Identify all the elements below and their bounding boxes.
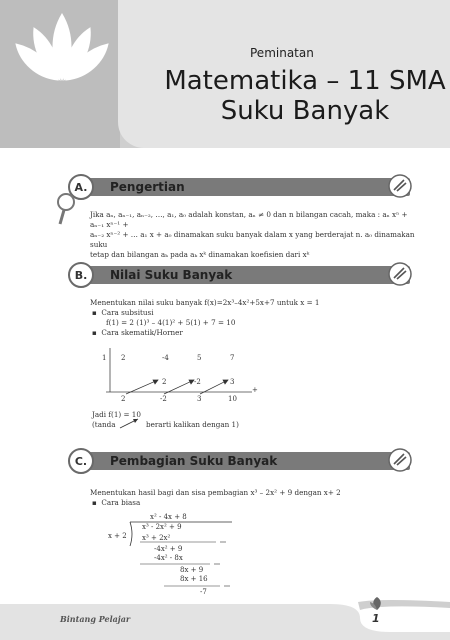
division-step-2: -4x² + 9 bbox=[154, 545, 183, 553]
pengertian-line-1: Jika aₙ, aₙ₋₁, aₙ₋₂, …, a₁, a₀ adalah konstan, aₙ ≠ 0 dan n bilangan cacah, maka : aₙ xⁿ + aₙ₋₁ xⁿ⁻¹ + bbox=[90, 210, 408, 229]
footer-publisher: Bintang Pelajar bbox=[60, 614, 131, 624]
section-b-tools-icon bbox=[388, 262, 412, 286]
nilai-legend-end: berarti kalikan dengan 1) bbox=[146, 420, 239, 429]
nilai-intro: Menentukan nilai suku banyak f(x)=2x³–4x²+5x+7 untuk x = 1 bbox=[90, 298, 320, 307]
nilai-calc: f(1) = 2 (1)³ – 4(1)² + 5(1) + 7 = 10 bbox=[106, 318, 236, 327]
horner-r3-c3: 3 bbox=[197, 395, 202, 403]
pengertian-line-3: tetap dan bilangan aₖ pada aₖ xᵏ dinamakan koefisien dari xᵏ bbox=[90, 250, 310, 259]
division-step-4: 8x + 9 bbox=[180, 566, 204, 574]
pengertian-line-2: aₙ₋₂ xⁿ⁻² + … a₁ x + a₀ dinamakan suku banyak dalam x yang berderajat n. a₀ dinamakan suku bbox=[90, 230, 415, 249]
horner-r1-c2: -4 bbox=[162, 354, 169, 362]
horner-r1-c3: 5 bbox=[197, 354, 202, 362]
section-c-title: Pembagian Suku Banyak bbox=[110, 454, 278, 468]
horner-lines bbox=[96, 346, 256, 406]
division-dividend: x³ - 2x² + 9 bbox=[142, 523, 182, 531]
section-a-title: Pengertian bbox=[110, 180, 185, 194]
section-b-badge: B. bbox=[68, 262, 94, 288]
horner-r2-c4: 3 bbox=[230, 378, 235, 386]
footer-leaf-icon bbox=[370, 596, 384, 612]
nilai-bullet-2 bbox=[92, 328, 183, 338]
section-c-tools-icon bbox=[388, 448, 412, 472]
pembagian-bullet-1-text: Cara biasa bbox=[101, 498, 141, 507]
division-divisor: x + 2 bbox=[108, 532, 127, 540]
division-step-5: 8x + 16 bbox=[180, 575, 208, 583]
bullet-icon: ▪ bbox=[92, 329, 97, 337]
division-step-1: x³ + 2x² bbox=[142, 534, 171, 542]
nilai-result: Jadi f(1) = 10 bbox=[92, 410, 141, 419]
horner-plus: + bbox=[252, 386, 258, 394]
section-a-badge: A. bbox=[68, 174, 94, 200]
horner-r1-c4: 7 bbox=[230, 354, 235, 362]
section-a-tools-icon bbox=[388, 174, 412, 198]
section-b-title: Nilai Suku Banyak bbox=[110, 268, 233, 282]
bullet-icon: ▪ bbox=[92, 499, 97, 507]
page-title bbox=[160, 66, 450, 126]
arrow-icon bbox=[118, 416, 142, 430]
pengertian-text bbox=[90, 210, 420, 260]
pembagian-bullet-1 bbox=[92, 498, 140, 508]
nilai-bullet-2-text: Cara skematik/Horner bbox=[101, 328, 183, 337]
section-c-badge: C. bbox=[68, 448, 94, 474]
header-subtitle: Peminatan bbox=[250, 46, 314, 60]
magnifier-icon bbox=[52, 192, 82, 228]
division-step-3: -4x² - 8x bbox=[154, 554, 183, 562]
horner-r3-c2: -2 bbox=[160, 395, 167, 403]
lotus-logo-icon bbox=[12, 8, 112, 86]
pembagian-intro: Menentukan hasil bagi dan sisa pembagian x³ – 2x² + 9 dengan x+ 2 bbox=[90, 488, 341, 497]
division-remainder: -7 bbox=[200, 588, 207, 596]
horner-r2-c2: 2 bbox=[162, 378, 167, 386]
nilai-legend-start: (tanda bbox=[92, 420, 116, 429]
horner-r3-c4: 10 bbox=[228, 395, 237, 403]
nilai-bullet-1-text: Cara subsitusi bbox=[101, 308, 154, 317]
page-number: 1 bbox=[372, 612, 380, 625]
horner-root: 1 bbox=[102, 354, 107, 362]
title-line-1: Matematika – 11 SMA bbox=[164, 66, 446, 96]
horner-r2-c3: -2 bbox=[194, 378, 201, 386]
bullet-icon: ▪ bbox=[92, 309, 97, 317]
division-quotient: x² - 4x + 8 bbox=[150, 513, 187, 521]
horner-r1-c1: 2 bbox=[121, 354, 126, 362]
horner-r3-c1: 2 bbox=[121, 395, 126, 403]
nilai-bullet-1 bbox=[92, 308, 154, 318]
title-line-2: Suku Banyak bbox=[220, 96, 390, 126]
